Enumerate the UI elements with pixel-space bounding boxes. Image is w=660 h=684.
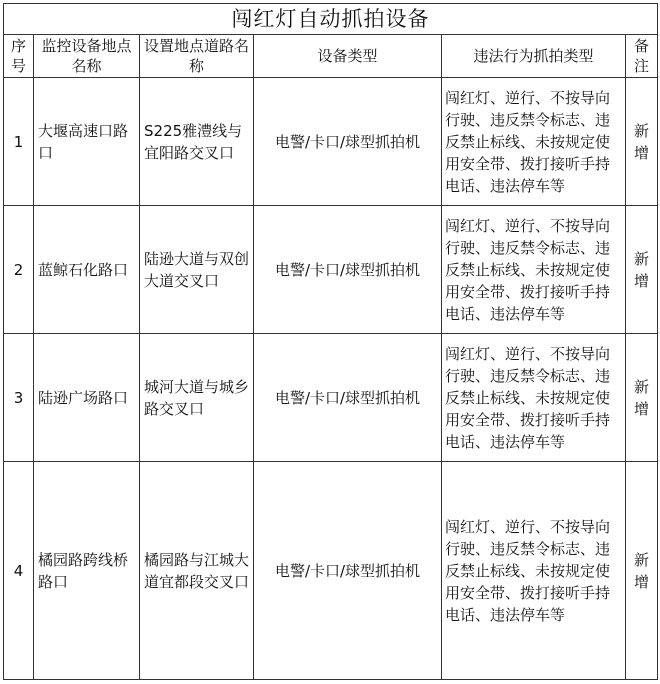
cell-violation: 闯红灯、逆行、不按导向行驶、违反禁令标志、违反禁止标线、未按规定使用安全带、拨打接听手持电话、违法停车等: [442, 206, 626, 334]
table-row: [4, 462, 658, 680]
cell-road: 橘园路与江城大道宜都段交叉口: [140, 462, 254, 680]
cell-note: 新增: [626, 206, 658, 334]
header-violation: 违法行为抓拍类型: [442, 35, 626, 78]
cell-note: 新增: [626, 334, 658, 462]
cell-location: 陆逊广场路口: [34, 334, 140, 462]
cell-location: 橘园路跨线桥路口: [34, 462, 140, 680]
header-device-type: 设备类型: [254, 35, 442, 78]
cell-road: 城河大道与城乡路交叉口: [140, 334, 254, 462]
cell-road: 陆逊大道与双创大道交叉口: [140, 206, 254, 334]
cell-no: 3: [4, 334, 34, 462]
header-no: 序号: [4, 35, 34, 78]
header-row: [4, 35, 658, 78]
cell-violation: 闯红灯、逆行、不按导向行驶、违反禁令标志、违反禁止标线、未按规定使用安全带、拨打接听手持电话、违法停车等: [442, 462, 626, 680]
cell-note: 新增: [626, 78, 658, 206]
device-table: [3, 3, 658, 680]
cell-device-type: 电警/卡口/球型抓拍机: [254, 462, 442, 680]
cell-road: S225雅澧线与宜阳路交叉口: [140, 78, 254, 206]
header-road: 设置地点道路名称: [140, 35, 254, 78]
title-row: [4, 4, 658, 35]
cell-violation: 闯红灯、逆行、不按导向行驶、违反禁令标志、违反禁止标线、未按规定使用安全带、拨打接听手持电话、违法停车等: [442, 78, 626, 206]
cell-note: 新增: [626, 462, 658, 680]
cell-device-type: 电警/卡口/球型抓拍机: [254, 206, 442, 334]
cell-no: 2: [4, 206, 34, 334]
table-title: 闯红灯自动抓拍设备: [4, 4, 658, 35]
cell-no: 1: [4, 78, 34, 206]
cell-violation: 闯红灯、逆行、不按导向行驶、违反禁令标志、违反禁止标线、未按规定使用安全带、拨打接听手持电话、违法停车等: [442, 334, 626, 462]
table-row: [4, 334, 658, 462]
table-row: [4, 206, 658, 334]
cell-device-type: 电警/卡口/球型抓拍机: [254, 78, 442, 206]
table-row: [4, 78, 658, 206]
cell-location: 大堰高速口路口: [34, 78, 140, 206]
cell-location: 蓝鲸石化路口: [34, 206, 140, 334]
cell-no: 4: [4, 462, 34, 680]
header-note: 备注: [626, 35, 658, 78]
cell-device-type: 电警/卡口/球型抓拍机: [254, 334, 442, 462]
header-location: 监控设备地点名称: [34, 35, 140, 78]
